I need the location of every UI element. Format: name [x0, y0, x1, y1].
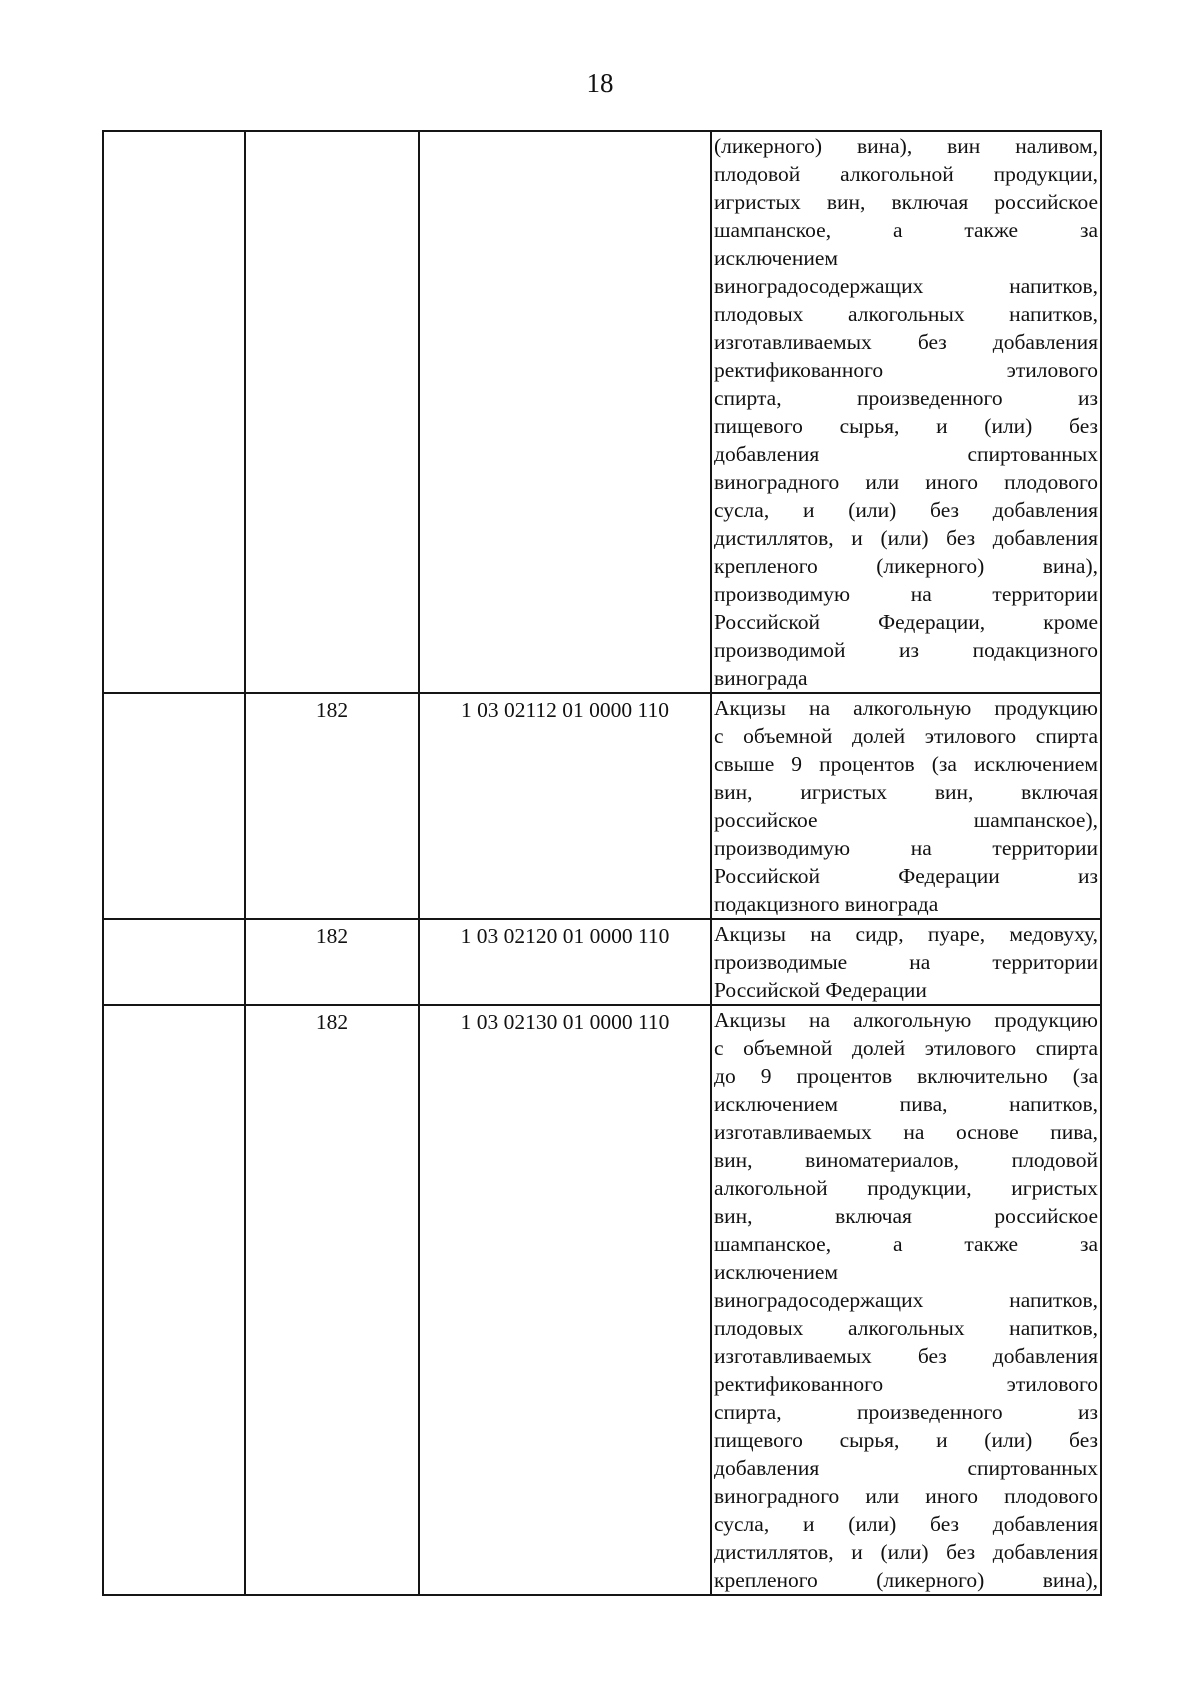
kbk-code-cell [419, 919, 711, 1005]
description-line: игристых вин, включая российское [714, 190, 1098, 214]
description-line: Российской Федерации, кроме [714, 610, 1098, 634]
description-line: шампанское, а также за [714, 1232, 1098, 1256]
description-line: Акцизы на алкогольную продукцию [714, 696, 1098, 720]
empty-cell [103, 1005, 245, 1595]
empty-cell [103, 693, 245, 919]
description-line: алкогольной продукции, игристых [714, 1176, 1098, 1200]
empty-cell [103, 919, 245, 1005]
description-line: виноградосодержащих напитков, [714, 274, 1098, 298]
description-cell [711, 693, 1101, 919]
description-line: виноградного или иного плодового [714, 1484, 1098, 1508]
description-line: вин, включая российское [714, 1204, 1098, 1228]
description-line: винограда [714, 666, 808, 690]
description-line: исключением пива, напитков, [714, 1092, 1098, 1116]
description-line: добавления спиртованных [714, 1456, 1098, 1480]
table-row [103, 693, 1101, 919]
description-line: пищевого сырья, и (или) без [714, 1428, 1098, 1452]
budget-classification-table [102, 130, 1102, 1596]
description-line: до 9 процентов включительно (за [714, 1064, 1098, 1088]
description-line: Российской Федерации [714, 978, 927, 1002]
description-line: пищевого сырья, и (или) без [714, 414, 1098, 438]
description-line: дистиллятов, и (или) без добавления [714, 526, 1098, 550]
description-line: плодовых алкогольных напитков, [714, 1316, 1098, 1340]
admin-code-cell [245, 1005, 419, 1595]
description-line: ректификованного этилового [714, 358, 1098, 382]
description-line: виноградосодержащих напитков, [714, 1288, 1098, 1312]
kbk-code-cell [419, 1005, 711, 1595]
admin-code-cell [245, 131, 419, 693]
empty-cell [103, 131, 245, 693]
kbk-code: 1 03 02130 01 0000 110 [460, 1010, 670, 1034]
description-line: Акцизы на алкогольную продукцию [714, 1008, 1098, 1032]
kbk-code: 1 03 02112 01 0000 110 [460, 698, 670, 722]
description-line: свыше 9 процентов (за исключением [714, 752, 1098, 776]
description-line: с объемной долей этилового спирта [714, 724, 1098, 748]
page-number: 18 [586, 68, 614, 98]
table-row [103, 1005, 1101, 1595]
admin-code [246, 132, 418, 134]
kbk-code: 1 03 02120 01 0000 110 [460, 924, 670, 948]
description-cell [711, 919, 1101, 1005]
description-line: производимую на территории [714, 582, 1098, 606]
description-line: производимую на территории [714, 836, 1098, 860]
description-cell [711, 131, 1101, 693]
admin-code: 182 [315, 1010, 349, 1034]
description-line: (ликерного) вина), вин наливом, [714, 134, 1098, 158]
description-line: изготавливаемых без добавления [714, 1344, 1098, 1368]
description-line: шампанское, а также за [714, 218, 1098, 242]
admin-code-cell [245, 693, 419, 919]
description-line: производимой из подакцизного [714, 638, 1098, 662]
kbk-code-cell [419, 693, 711, 919]
description-line: крепленого (ликерного) вина), [714, 554, 1098, 578]
table-row [103, 919, 1101, 1005]
description-line: Российской Федерации из [714, 864, 1098, 888]
description-line: крепленого (ликерного) вина), [714, 1568, 1098, 1592]
description-line: производимые на территории [714, 950, 1098, 974]
description-line: плодовых алкогольных напитков, [714, 302, 1098, 326]
description-line: ректификованного этилового [714, 1372, 1098, 1396]
description-line: виноградного или иного плодового [714, 470, 1098, 494]
description-line: российское шампанское), [714, 808, 1098, 832]
admin-code: 182 [315, 924, 349, 948]
description-cell [711, 1005, 1101, 1595]
description-line: спирта, произведенного из [714, 386, 1098, 410]
admin-code: 182 [315, 698, 349, 722]
description-line: спирта, произведенного из [714, 1400, 1098, 1424]
kbk-code [420, 132, 710, 134]
description-line: сусла, и (или) без добавления [714, 498, 1098, 522]
description-line: вин, виноматериалов, плодовой [714, 1148, 1098, 1172]
table-row [103, 131, 1101, 693]
admin-code-cell [245, 919, 419, 1005]
description-line: вин, игристых вин, включая [714, 780, 1098, 804]
description-line: плодовой алкогольной продукции, [714, 162, 1098, 186]
description-line: добавления спиртованных [714, 442, 1098, 466]
description-line: изготавливаемых без добавления [714, 330, 1098, 354]
description-line: Акцизы на сидр, пуаре, медовуху, [714, 922, 1098, 946]
description-line: исключением [714, 246, 838, 270]
description-line: сусла, и (или) без добавления [714, 1512, 1098, 1536]
description-line: дистиллятов, и (или) без добавления [714, 1540, 1098, 1564]
kbk-code-cell [419, 131, 711, 693]
description-line: с объемной долей этилового спирта [714, 1036, 1098, 1060]
description-line: подакцизного винограда [714, 892, 939, 916]
description-line: исключением [714, 1260, 838, 1284]
description-line: изготавливаемых на основе пива, [714, 1120, 1098, 1144]
